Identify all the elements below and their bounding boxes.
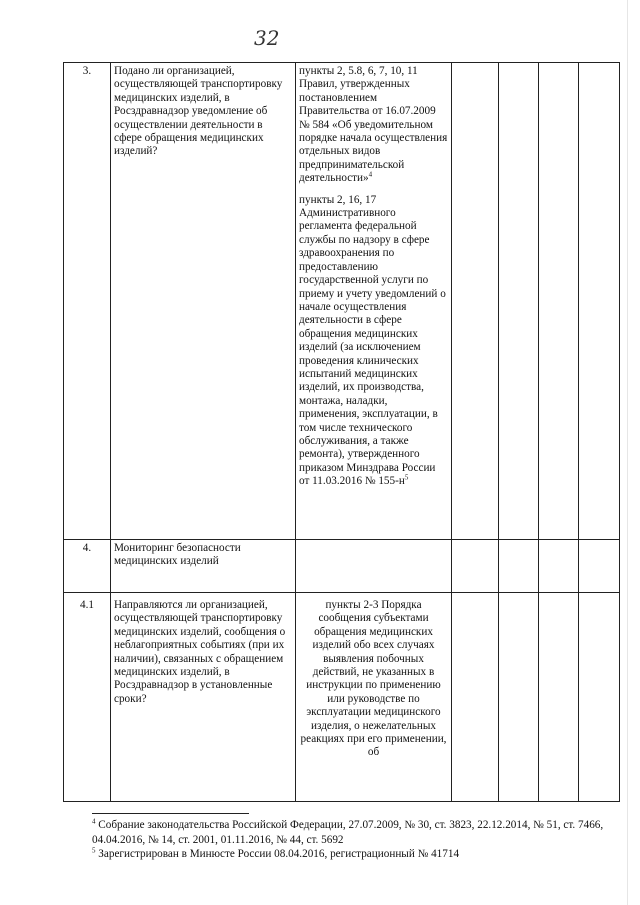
footnote-ref: 4	[368, 170, 373, 179]
answer-cell	[452, 593, 499, 802]
section-heading: Мониторинг безопасности медицинских изделий	[111, 540, 296, 593]
footnotes	[92, 818, 612, 862]
answer-cell	[499, 540, 539, 593]
answer-cell	[579, 63, 620, 540]
answer-cell	[452, 63, 499, 540]
table-row	[64, 540, 620, 593]
reference-text: пункты 2, 5.8, 6, 7, 10, 11 Правил, утвержденных постановлением Правительства от 16.07.2009 № 584 «Об уведомительном порядке начала осуществления отдельных видов предпринимательской деятельности»	[299, 65, 448, 185]
footnote	[92, 818, 612, 847]
question-text: Подано ли организацией, осуществляющей транспортировку медицинских изделий, в Росздравнадзор уведомление об осуществлении деятельности в сфере обращения медицинских изделий?	[111, 63, 296, 540]
footnote-text: Собрание законодательства Российской Федерации, 27.07.2009, № 30, ст. 3823, 22.12.2014, № 51, ст. 7466, 04.04.2016, № 14, ст. 2001, 01.11.2016, № 44, ст. 5692	[92, 819, 604, 846]
legal-reference	[296, 540, 452, 593]
footnote-ref: 5	[404, 473, 409, 482]
answer-cell	[579, 540, 620, 593]
answer-cell	[579, 593, 620, 802]
checklist-table	[63, 62, 620, 802]
page-number: 32	[254, 26, 280, 50]
reference-text: пункты 2, 16, 17 Административного регламента федеральной службы по надзору в сфере здравоохранения по предоставлению государственной услуги по приему и учету уведомлений о начале осуществления деятельности в сфере обращения медицинских изделий (за исключением проведения клинических испытаний медицинских изделий, их производства, монтажа, наладки, применения, эксплуатации, в том числе технического обслуживания, а также ремонта), утвержденного приказом Минздрава России от 11.03.2016 № 155-н	[299, 193, 446, 488]
question-text: Направляются ли организацией, осуществляющей транспортировку медицинских изделий, сообщения о неблагоприятных событиях (при их наличии), связанных с обращением медицинских изделий, в Росздравнадзор в установленные сроки?	[111, 593, 296, 802]
footnote	[92, 847, 612, 862]
footnote-mark: 4	[92, 817, 96, 826]
legal-reference: пункты 2-3 Порядка сообщения субъектами обращения медицинских изделий обо всех случаях выявления побочных действий, не указанных в инструкции по применению или руководстве по эксплуатации медицинского изделия, о нежелательных реакциях при его применении, об	[296, 593, 452, 802]
row-number: 3.	[64, 63, 111, 540]
footnote-text: Зарегистрирован в Минюсте России 08.04.2016, регистрационный № 41714	[95, 848, 460, 860]
footnote-divider	[92, 813, 249, 814]
answer-cell	[539, 63, 579, 540]
answer-cell	[499, 63, 539, 540]
reference-block	[299, 65, 448, 186]
answer-cell	[539, 540, 579, 593]
legal-reference	[296, 63, 452, 540]
table-row	[64, 63, 620, 540]
table-row	[64, 593, 620, 802]
footnote-mark: 5	[92, 846, 96, 855]
row-number: 4.	[64, 540, 111, 593]
scan-margin-line	[627, 0, 628, 905]
reference-block	[299, 194, 448, 489]
answer-cell	[499, 593, 539, 802]
answer-cell	[452, 540, 499, 593]
row-number: 4.1	[64, 593, 111, 802]
answer-cell	[539, 593, 579, 802]
